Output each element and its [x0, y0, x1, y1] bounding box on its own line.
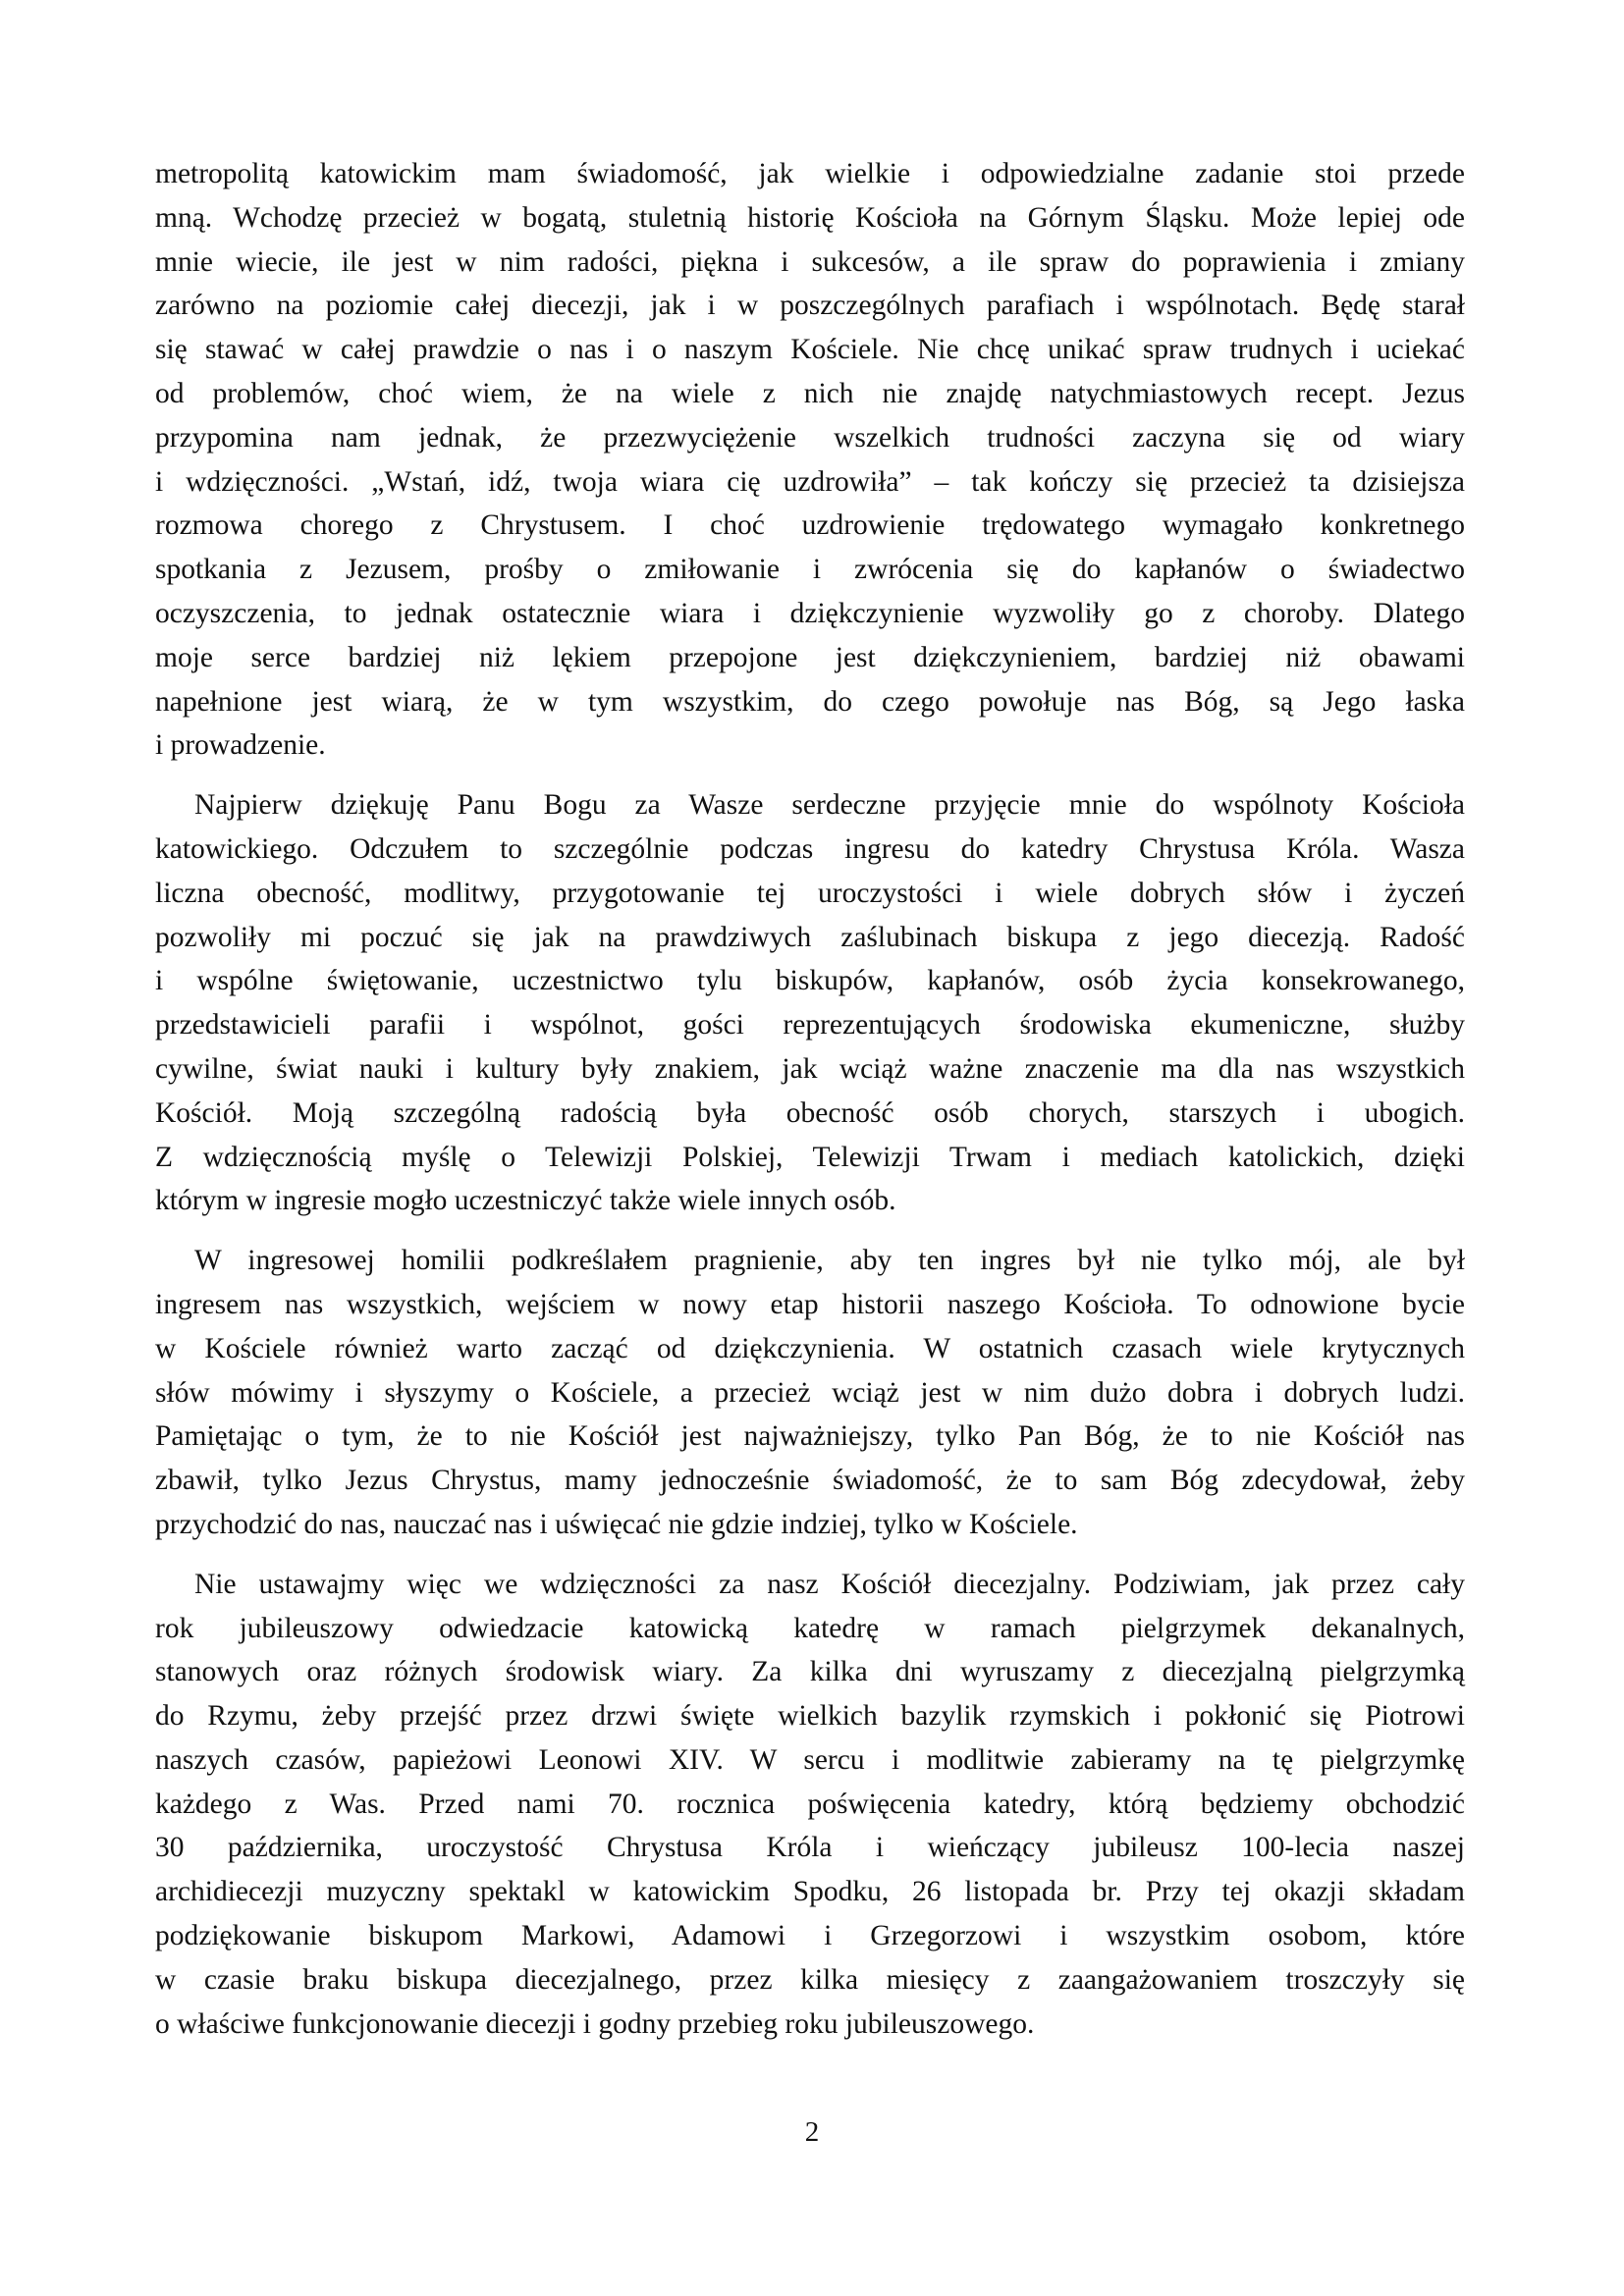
text-line: cywilne, świat nauki i kultury były znakiem, jak wciąż ważne znaczenie ma dla nas wszystkich: [155, 1052, 1465, 1085]
text-line: o właściwe funkcjonowanie diecezji i godny przebieg roku jubileuszowego.: [155, 2007, 1035, 2040]
text-line: przychodzić do nas, nauczać nas i uświęcać nie gdzie indziej, tylko w Kościele.: [155, 1508, 1078, 1540]
text-line: od problemów, choć wiem, że na wiele z nich nie znajdę natychmiastowych recept. Jezus: [155, 377, 1465, 409]
text-line: Z wdzięcznością myślę o Telewizji Polskiej, Telewizji Trwam i mediach katolickich, dzięki: [155, 1141, 1465, 1173]
text-line: 30 października, uroczystość Chrystusa Króla i wieńczący jubileusz 100-lecia naszej: [155, 1832, 1465, 1864]
text-line: słów mówimy i słyszymy o Kościele, a przecież wciąż jest w nim dużo dobra i dobrych ludzi.: [155, 1376, 1465, 1409]
text-line: liczna obecność, modlitwy, przygotowanie tej uroczystości i wiele dobrych słów i życzeń: [155, 877, 1465, 909]
text-line: moje serce bardziej niż lękiem przepojone jest dziękczynieniem, bardziej niż obawami: [155, 641, 1465, 673]
text-line: stanowych oraz różnych środowisk wiary. Za kilka dni wyruszamy z diecezjalną pielgrzymką: [155, 1656, 1465, 1688]
text-line: Nie ustawajmy więc we wdzięczności za nasz Kościół diecezjalny. Podziwiam, jak przez cały: [194, 1568, 1465, 1600]
text-line: metropolitą katowickim mam świadomość, jak wielkie i odpowiedzialne zadanie stoi przede: [155, 158, 1465, 189]
text-line: mną. Wchodzę przecież w bogatą, stuletnią historię Kościoła na Górnym Śląsku. Może lepiej ode: [155, 201, 1465, 234]
text-line: przedstawicieli parafii i wspólnot, gości reprezentujących środowiska ekumeniczne, służby: [155, 1009, 1465, 1041]
text-line: w czasie braku biskupa diecezjalnego, przez kilka miesięcy z zaangażowaniem troszczyły się: [155, 1963, 1465, 1996]
text-line: zbawił, tylko Jezus Chrystus, mamy jednocześnie świadomość, że to sam Bóg zdecydował, żeby: [155, 1465, 1465, 1497]
text-line: się stawać w całej prawdzie o nas i o naszym Kościele. Nie chcę unikać spraw trudnych i uciekać: [155, 334, 1465, 366]
paragraph-1: [155, 152, 1465, 768]
text-line: Najpierw dziękuję Panu Bogu za Wasze serdeczne przyjęcie mnie do wspólnoty Kościoła: [194, 789, 1465, 822]
text-line: rozmowa chorego z Chrystusem. I choć uzdrowienie trędowatego wymagało konkretnego: [155, 509, 1465, 542]
paragraph-3: [155, 1239, 1465, 1547]
text-line: którym w ingresie mogło uczestniczyć także wiele innych osób.: [155, 1185, 896, 1217]
page-number: 2: [804, 2116, 820, 2148]
text-line: każdego z Was. Przed nami 70. rocznica poświęcenia katedry, którą będziemy obchodzić: [155, 1788, 1465, 1820]
text-line: zarówno na poziomie całej diecezji, jak i w poszczególnych parafiach i wspólnotach. Będę starał: [155, 290, 1465, 322]
body-text: [155, 152, 1465, 2061]
text-line: i prowadzenie.: [155, 729, 326, 762]
paragraph-2: [155, 783, 1465, 1223]
text-line: rok jubileuszowy odwiedzacie katowicką katedrę w ramach pielgrzymek dekanalnych,: [155, 1612, 1465, 1644]
text-line: katowickiego. Odczułem to szczególnie podczas ingresu do katedry Chrystusa Króla. Wasza: [155, 832, 1465, 865]
text-line: naszych czasów, papieżowi Leonowi XIV. W sercu i modlitwie zabieramy na tę pielgrzymkę: [155, 1743, 1465, 1776]
text-line: Pamiętając o tym, że to nie Kościół jest najważniejszy, tylko Pan Bóg, że to nie Kościół nas: [155, 1420, 1465, 1453]
paragraph-4: [155, 1563, 1465, 2047]
text-line: archidiecezji muzyczny spektakl w katowickim Spodku, 26 listopada br. Przy tej okazji składam: [155, 1876, 1465, 1908]
text-line: W ingresowej homilii podkreślałem pragnienie, aby ten ingres był nie tylko mój, ale był: [194, 1245, 1465, 1277]
text-line: mnie wiecie, ile jest w nim radości, piękna i sukcesów, a ile spraw do poprawienia i zmiany: [155, 245, 1465, 278]
text-line: przypomina nam jednak, że przezwyciężenie wszelkich trudności zaczyna się od wiary: [155, 421, 1465, 454]
text-line: i wspólne świętowanie, uczestnictwo tylu biskupów, kapłanów, osób życia konsekrowanego,: [155, 965, 1465, 997]
text-line: do Rzymu, żeby przejść przez drzwi święte wielkich bazylik rzymskich i pokłonić się Piotrowi: [155, 1700, 1465, 1733]
text-line: i wdzięczności. „Wstań, idź, twoja wiara cię uzdrowiła” – tak kończy się przecież ta dzisiejsza: [155, 465, 1465, 498]
text-line: spotkania z Jezusem, prośby o zmiłowanie i zwrócenia się do kapłanów o świadectwo: [155, 554, 1465, 586]
text-line: ingresem nas wszystkich, wejściem w nowy etap historii naszego Kościoła. To odnowione bycie: [155, 1288, 1465, 1320]
text-line: napełnione jest wiarą, że w tym wszystkim, do czego powołuje nas Bóg, są Jego łaska: [155, 685, 1465, 718]
text-line: pozwoliły mi poczuć się jak na prawdziwych zaślubinach biskupa z jego diecezją. Radość: [155, 921, 1465, 953]
text-line: Kościół. Moją szczególną radością była obecność osób chorych, starszych i ubogich.: [155, 1096, 1465, 1129]
text-line: w Kościele również warto zacząć od dziękczynienia. W ostatnich czasach wiele krytycznych: [155, 1332, 1465, 1364]
text-line: podziękowanie biskupom Markowi, Adamowi i Grzegorzowi i wszystkim osobom, które: [155, 1920, 1465, 1952]
text-line: oczyszczenia, to jednak ostatecznie wiara i dziękczynienie wyzwoliły go z choroby. Dlatego: [155, 597, 1465, 629]
